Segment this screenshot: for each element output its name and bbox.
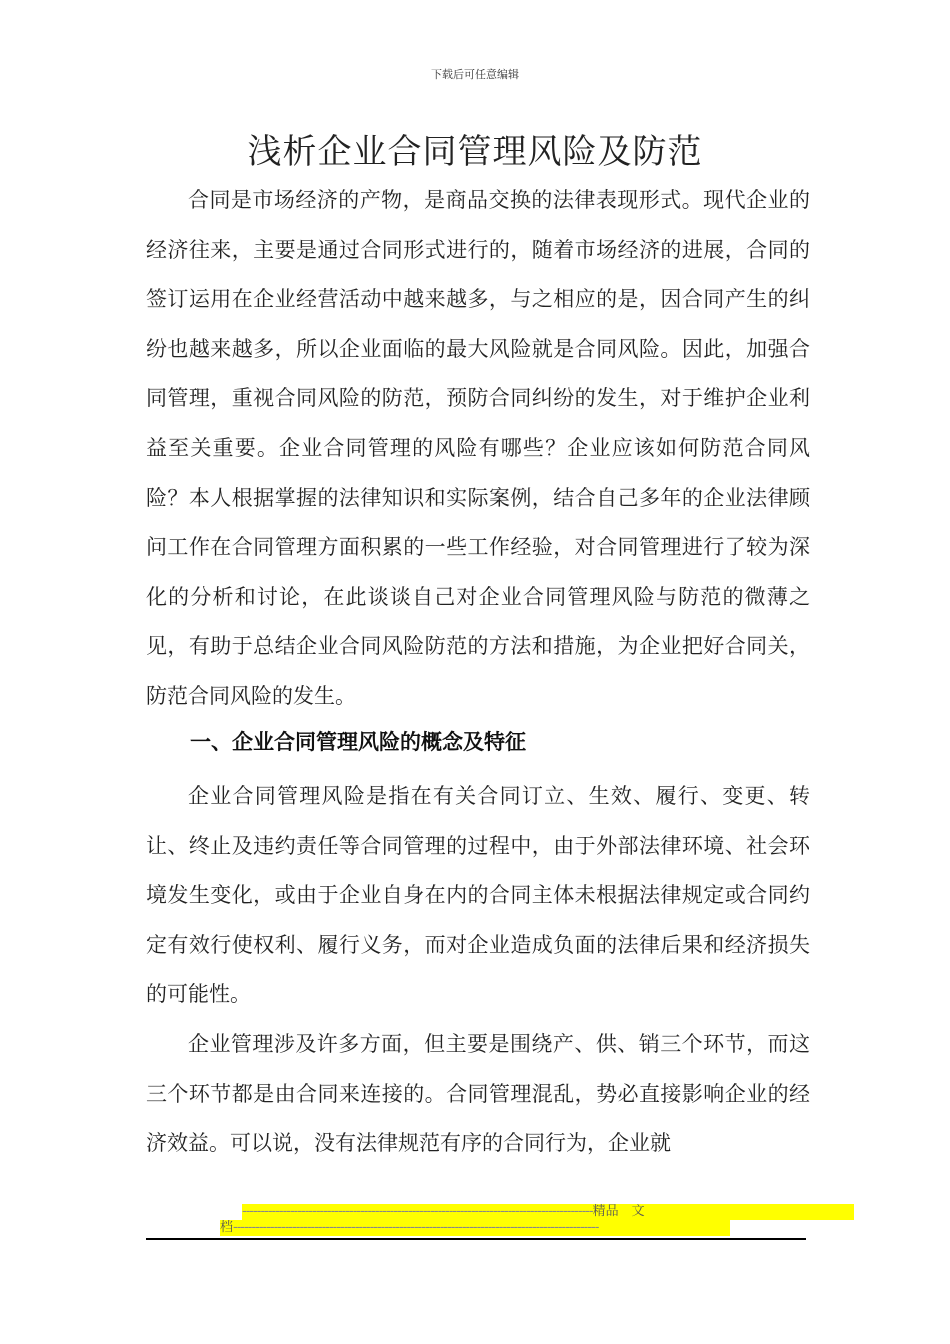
footer-highlight-line-2 — [220, 1220, 730, 1236]
paragraph-management — [146, 1020, 810, 1169]
section-heading: 一、企业合同管理风险的概念及特征 — [190, 730, 526, 754]
paragraph-text: 企业合同管理风险是指在有关合同订立、生效、履行、变更、转让、终止及违约责任等合同管理的过程中，由于外部法律环境、社会环境发生变化，或由于企业自身在内的合同主体未根据法律规定或合同约定有效行使权利、履行义务，而对企业造成负面的法律后果和经济损失的可能性。 — [146, 784, 810, 1007]
document-title: 浅析企业合同管理风险及防范 — [247, 132, 703, 172]
page-footer — [146, 1200, 810, 1244]
footer-label: 精品 文 — [592, 1204, 645, 1219]
paragraph-text: 企业管理涉及许多方面，但主要是围绕产、供、销三个环节，而这三个环节都是由合同来连接的。合同管理混乱，势必直接影响企业的经济效益。可以说，没有法律规范有序的合同行为，企业就 — [146, 1032, 810, 1156]
header-note: 下载后可任意编辑 — [431, 68, 519, 81]
footer-dashes: ----------------------------------------------------------------------------------------------- — [242, 1204, 593, 1219]
footer-highlight-line-1 — [242, 1204, 854, 1220]
footer-rule — [146, 1238, 806, 1240]
paragraph-definition — [146, 772, 810, 1020]
paragraph-text: 合同是市场经济的产物，是商品交换的法律表现形式。现代企业的经济往来，主要是通过合同形式进行的，随着市场经济的进展，合同的签订运用在企业经营活动中越来越多，与之相应的是，因合同产生的纠纷也越来越多，所以企业面临的最大风险就是合同风险。因此，加强合同管理，重视合同风险的防范，预防合同纠纷的发生，对于维护企业利益至关重要。企业合同管理的风险有哪些？企业应该如何防范合同风险？本人根据掌握的法律知识和实际案例，结合自己多年的企业法律顾问工作在合同管理方面积累的一些工作经验，对合同管理进行了较为深化的分析和讨论，在此谈谈自己对企业合同管理风险与防范的微薄之见，有助于总结企业合同风险防范的方法和措施，为企业把好合同关，防范合同风险的发生。 — [146, 188, 810, 708]
footer-label: 档 — [220, 1220, 234, 1235]
paragraph-intro — [146, 176, 810, 722]
footer-dashes: --------------------------------------------------------------------------------------------------- — [233, 1220, 599, 1235]
